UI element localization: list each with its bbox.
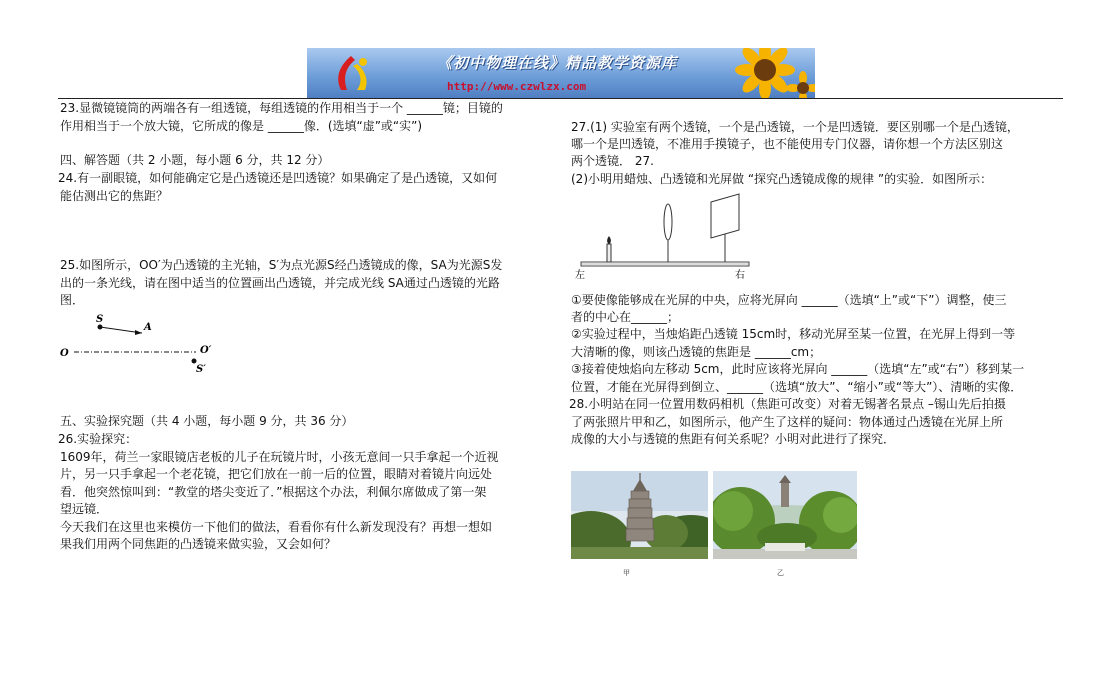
- convex-lens: [664, 204, 672, 240]
- banner-url: http://www.czwlzx.com: [447, 80, 587, 93]
- sunflower-icon: [717, 48, 815, 98]
- q27-line-4: (2)小明用蜡烛、凸透镜和光屏做 “探究凸透镜成像的规律 ”的实验．如图所示：: [571, 172, 993, 186]
- photo-yi-caption: 乙: [777, 569, 784, 577]
- label-left: 左: [575, 270, 585, 281]
- header-banner: [307, 48, 815, 98]
- q26-line-5: 望远镜．: [60, 502, 109, 516]
- light-screen: [711, 194, 739, 238]
- q24-line-2: 能估测出它的焦距？: [60, 189, 169, 203]
- label-O: O: [60, 348, 69, 359]
- q27-line-3: 两个透镜． 27.: [571, 154, 654, 168]
- q27-step3-line-2: 位置，才能在光屏得到倒立、______（选填“放大”、“缩小”或“等大”）、清晰的实像．: [571, 380, 1023, 394]
- q27-step2-line-1: ②实验过程中，当烛焰距凸透镜 15cm时，移动光屏至某一位置，在光屏上得到一等: [571, 327, 1016, 341]
- q27-step2-line-2: 大清晰的像，则该凸透镜的焦距是 ______cm；: [571, 345, 822, 359]
- photo-yi: [713, 471, 857, 559]
- q27-step1-line-1: ①要使像能够成在光屏的中央，应将光屏向 ______（选填“上”或“下”）调整，使三: [571, 293, 1007, 307]
- q27-line-2: 哪一个是凹透镜，不准用手摸镜子，也不能使用专门仪器，请你想一个方法区别这: [571, 137, 1004, 151]
- q25-figure: [58, 310, 228, 378]
- q26-line-3: 片，另一只手拿起一个老花镜，把它们放在一前一后的位置，眼睛对着镜片向远处: [60, 467, 493, 481]
- label-S: S: [96, 314, 104, 325]
- point-S-prime: [192, 359, 197, 364]
- q28-line-1: 28.小明站在同一位置用数码相机（焦距可改变）对着无锡著名景点 –锡山先后拍摄: [569, 397, 1006, 411]
- site-logo-icon: [321, 52, 381, 94]
- candle-flame-icon: [607, 236, 611, 244]
- q27-line-1: 27.(1) 实验室有两个透镜，一个是凸透镜，一个是凹透镜．要区别哪一个是凸透镜，: [571, 120, 1019, 134]
- q25-line-1: 25.如图所示，OO′为凸透镜的主光轴，S′为点光源S经凸透镜成的像，SA为光源S发: [60, 258, 503, 272]
- q26-line-4: 看．他突然惊叫到：“教堂的塔尖变近了．”根据这个办法，利佩尔席做成了第一架: [60, 485, 487, 499]
- section-4-heading: 四、解答题（共 2 小题，每小题 6 分，共 12 分）: [60, 153, 330, 167]
- q23-line-2: 作用相当于一个放大镜，它所成的像是 ______像．(选填“虚”或“实”): [60, 119, 423, 133]
- q26-line-1: 26.实验探究：: [58, 432, 138, 446]
- label-O-prime: O′: [200, 345, 212, 356]
- section-5-heading: 五、实验探究题（共 4 小题，每小题 9 分，共 36 分）: [60, 414, 354, 428]
- q23-line-1: 23.显微镜镜筒的两端各有一组透镜，每组透镜的作用相当于一个 ______镜；目镜的: [60, 101, 503, 115]
- label-S-prime: S′: [196, 364, 206, 375]
- photo-jia-caption: 甲: [623, 569, 630, 577]
- photo-jia: [571, 471, 708, 559]
- label-A: A: [144, 322, 152, 333]
- q27-step3-line-1: ③接着使烛焰向左移动 5cm，此时应该将光屏向 ______（选填“左”或“右”）移到某一: [571, 362, 1025, 376]
- q26-line-7: 果我们用两个同焦距的凸透镜来做实验，又会如何？: [60, 537, 337, 551]
- q26-line-6: 今天我们在这里也来模仿一下他们的做法，看看你有什么新发现没有？再想一想如: [60, 520, 493, 534]
- banner-title: 《初中物理在线》精品教学资源库: [437, 54, 678, 72]
- q27-step1-line-2: 者的中心在______；: [571, 310, 680, 324]
- q28-line-3: 成像的大小与透镜的焦距有何关系呢？小明对此进行了探究．: [571, 432, 896, 446]
- label-right: 右: [735, 270, 745, 281]
- q26-line-2: 1609年，荷兰一家眼镜店老板的儿子在玩镜片时，小孩无意间一只手拿起一个近视: [60, 450, 499, 464]
- q25-line-3: 图．: [60, 293, 85, 307]
- q28-line-2: 了两张照片甲和乙，如图所示，他产生了这样的疑问：物体通过凸透镜在光屏上所: [571, 415, 1004, 429]
- q24-line-1: 24.有一副眼镜，如何能确定它是凸透镜还是凹透镜？如果确定了是凸透镜，又如何: [58, 171, 498, 185]
- candle: [607, 244, 611, 262]
- q25-line-2: 出的一条光线，请在图中适当的位置画出凸透镜，并完成光线 SA通过凸透镜的光路: [60, 276, 500, 290]
- optical-bench-figure: [571, 192, 761, 284]
